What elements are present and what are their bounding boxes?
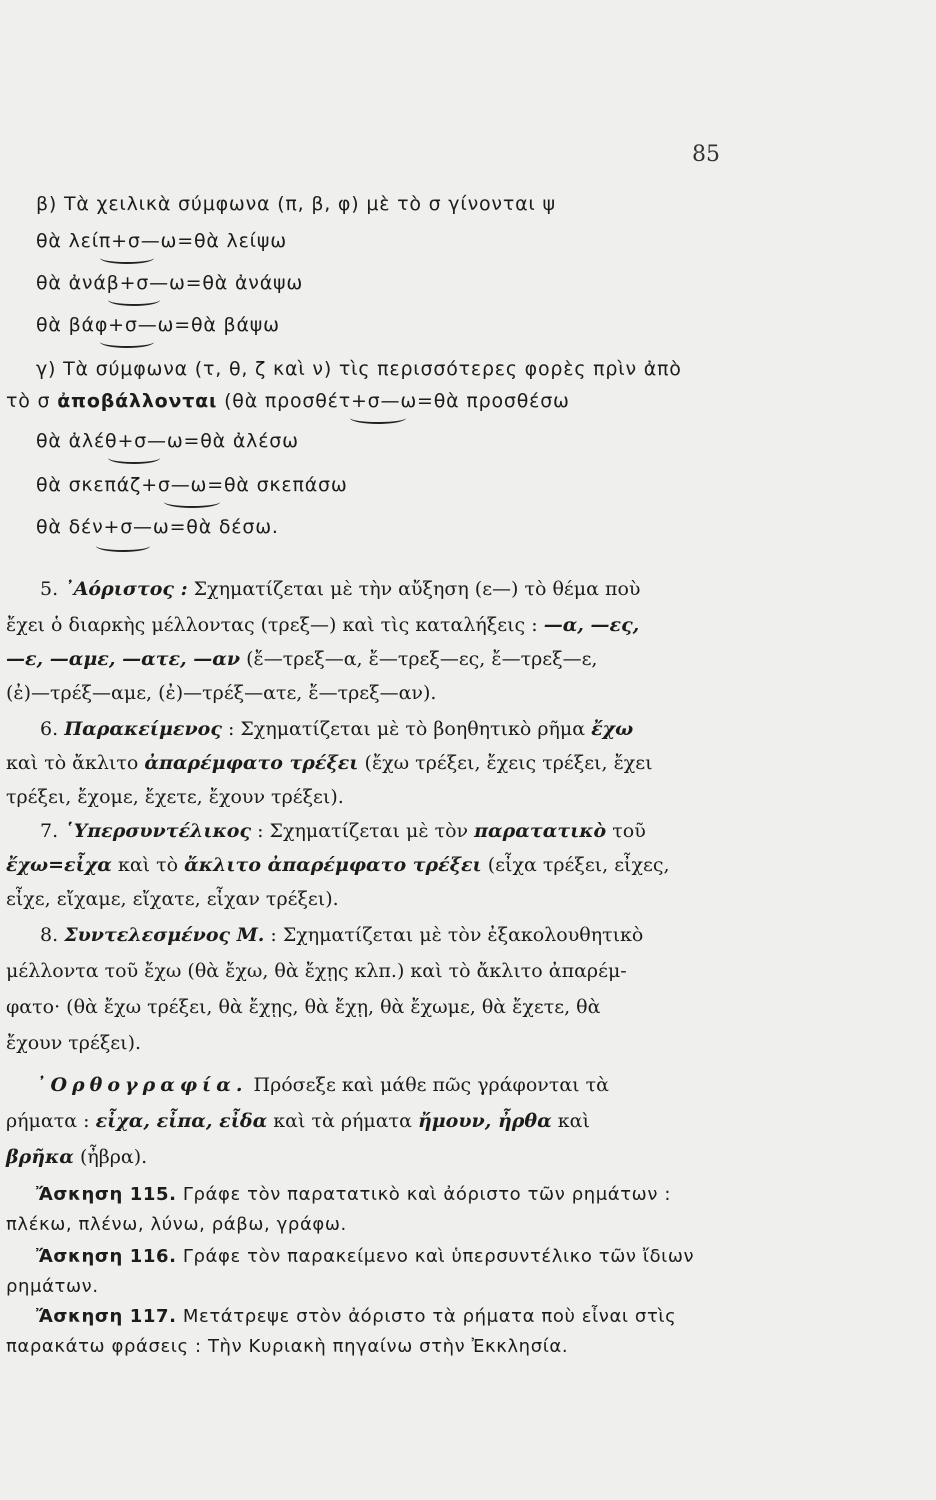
ortho-line-1: ᾿Ορθογραφία. Πρόσεξε καὶ μάθε πῶς γράφονται τὰ: [36, 1074, 610, 1096]
s6-title: Παρακείμενος: [64, 718, 222, 740]
exercise-117-label: Ἄσκηση 117.: [36, 1306, 177, 1327]
page-number: 85: [692, 142, 720, 167]
exercise-116-line-2: ρημάτων.: [6, 1276, 99, 1297]
sec-g-line-1: γ) Τὰ σύμφωνα (τ, θ, ζ καὶ ν) τὶς περισσότερες φορὲς πρὶν ἀπὸ: [36, 358, 682, 380]
sec-g-emphasis: ἀποβάλλονται: [57, 390, 218, 412]
brace-mark: [164, 496, 220, 508]
s5-line-4: (ἐ)—τρέξ—αμε, (ἐ)—τρέξ—ατε, ἔ—τρεξ—αν).: [6, 682, 437, 704]
exercise-115: Ἄσκηση 115. Γράφε τὸν παρατατικὸ καὶ ἀόριστο τῶν ρημάτων :: [36, 1184, 671, 1205]
exercise-117: Ἄσκηση 117. Μετάτρεψε στὸν ἀόριστο τὰ ρήματα ποὺ εἶναι στὶς: [36, 1306, 677, 1327]
s8-line-4: ἔχουν τρέξει).: [6, 1032, 142, 1054]
sec-b-line-4: θὰ βάφ+σ—ω=θὰ βάψω: [36, 314, 280, 336]
exercise-115-line-2: πλέκω, πλένω, λύνω, ράβω, γράφω.: [6, 1214, 347, 1235]
brace-mark: [100, 336, 154, 348]
s8-line-1: 8. Συντελεσμένος Μ. : Σχηματίζεται μὲ τὸν ἐξακολουθητικὸ: [40, 924, 644, 946]
exercise-116: Ἄσκηση 116. Γράφε τὸν παρακείμενο καὶ ὑπερσυντέλικο τῶν ἴδιων: [36, 1246, 695, 1267]
exercise-116-label: Ἄσκηση 116.: [36, 1246, 177, 1267]
s6-line-3: τρέξει, ἔχομε, ἔχετε, ἔχουν τρέξει).: [6, 786, 344, 808]
sec-b-line-2: θὰ λείπ+σ—ω=θὰ λείψω: [36, 230, 287, 252]
s8-title: Συντελεσμένος Μ.: [64, 924, 265, 946]
s7-line-3: εἶχε, εἴχαμε, εἴχατε, εἶχαν τρέξει).: [6, 888, 339, 910]
sec-b-line-3: θὰ ἀνάβ+σ—ω=θὰ ἀνάψω: [36, 272, 304, 294]
ortho-title: ᾿Ορθογραφία.: [36, 1074, 248, 1096]
s7-line-2: ἔχω=εἶχα καὶ τὸ ἄκλιτο ἀπαρέμφατο τρέξει (εἶχα τρέξει, εἶχες,: [6, 854, 670, 876]
brace-mark: [108, 452, 160, 464]
s6-line-2: καὶ τὸ ἄκλιτο ἀπαρέμφατο τρέξει (ἔχω τρέξει, ἔχεις τρέξει, ἔχει: [6, 752, 653, 774]
s5-line-1: 5. ᾿Αόριστος : Σχηματίζεται μὲ τὴν αὔξηση (ε—) τὸ θέμα ποὺ: [40, 578, 641, 600]
sec-g-line-2: [6, 390, 570, 412]
exercise-117-line-2: παρακάτω φράσεις : Τὴν Κυριακὴ πηγαίνω στὴν Ἐκκλησία.: [6, 1336, 569, 1357]
sec-g-line-3: θὰ ἀλέθ+σ—ω=θὰ ἀλέσω: [36, 430, 299, 452]
ortho-line-2: ρήματα : εἶχα, εἶπα, εἶδα καὶ τὰ ρήματα ἤμουν, ἦρθα καὶ: [6, 1110, 590, 1132]
s5-line-2: ἔχει ὁ διαρκὴς μέλλοντας (τρεξ—) καὶ τὶς καταλήξεις : —α, —ες,: [6, 614, 640, 636]
s8-line-3: φατο· (θὰ ἔχω τρέξει, θὰ ἔχῃς, θὰ ἔχῃ, θὰ ἔχωμε, θὰ ἔχετε, θὰ: [6, 996, 601, 1018]
brace-mark: [350, 412, 406, 424]
s6-line-1: 6. Παρακείμενος : Σχηματίζεται μὲ τὸ βοηθητικὸ ρῆμα ἔχω: [40, 718, 634, 740]
s7-line-1: 7. ῾Υπερσυντέλικος : Σχηματίζεται μὲ τὸν παρατατικὸ τοῦ: [40, 820, 646, 842]
brace-mark: [108, 294, 160, 306]
brace-mark: [100, 252, 154, 264]
sec-g-line-4: θὰ σκεπάζ+σ—ω=θὰ σκεπάσω: [36, 474, 348, 496]
ortho-line-3: βρῆκα (ἦβρα).: [6, 1146, 148, 1168]
brace-mark: [96, 540, 150, 552]
exercise-115-label: Ἄσκηση 115.: [36, 1184, 177, 1205]
s5-title: ᾿Αόριστος :: [64, 578, 188, 600]
s5-line-3: —ε, —αμε, —ατε, —αν (ἔ—τρεξ—α, ἔ—τρεξ—ες, ἔ—τρεξ—ε,: [6, 648, 598, 670]
s8-line-2: μέλλοντα τοῦ ἔχω (θὰ ἔχω, θὰ ἔχῃς κλπ.) καὶ τὸ ἄκλιτο ἀπαρέμ-: [6, 960, 627, 982]
sec-g-line-2-end: (θὰ προσθέτ+σ—ω=θὰ προσθέσω: [224, 390, 570, 412]
sec-b-line-1: β) Τὰ χειλικὰ σύμφωνα (π, β, φ) μὲ τὸ σ γίνονται ψ: [36, 193, 556, 215]
sec-g-line-5: θὰ δέν+σ—ω=θὰ δέσω.: [36, 516, 279, 538]
s7-title: ῾Υπερσυντέλικος: [64, 820, 252, 842]
sec-g-line-2-start: τὸ σ: [6, 390, 51, 412]
